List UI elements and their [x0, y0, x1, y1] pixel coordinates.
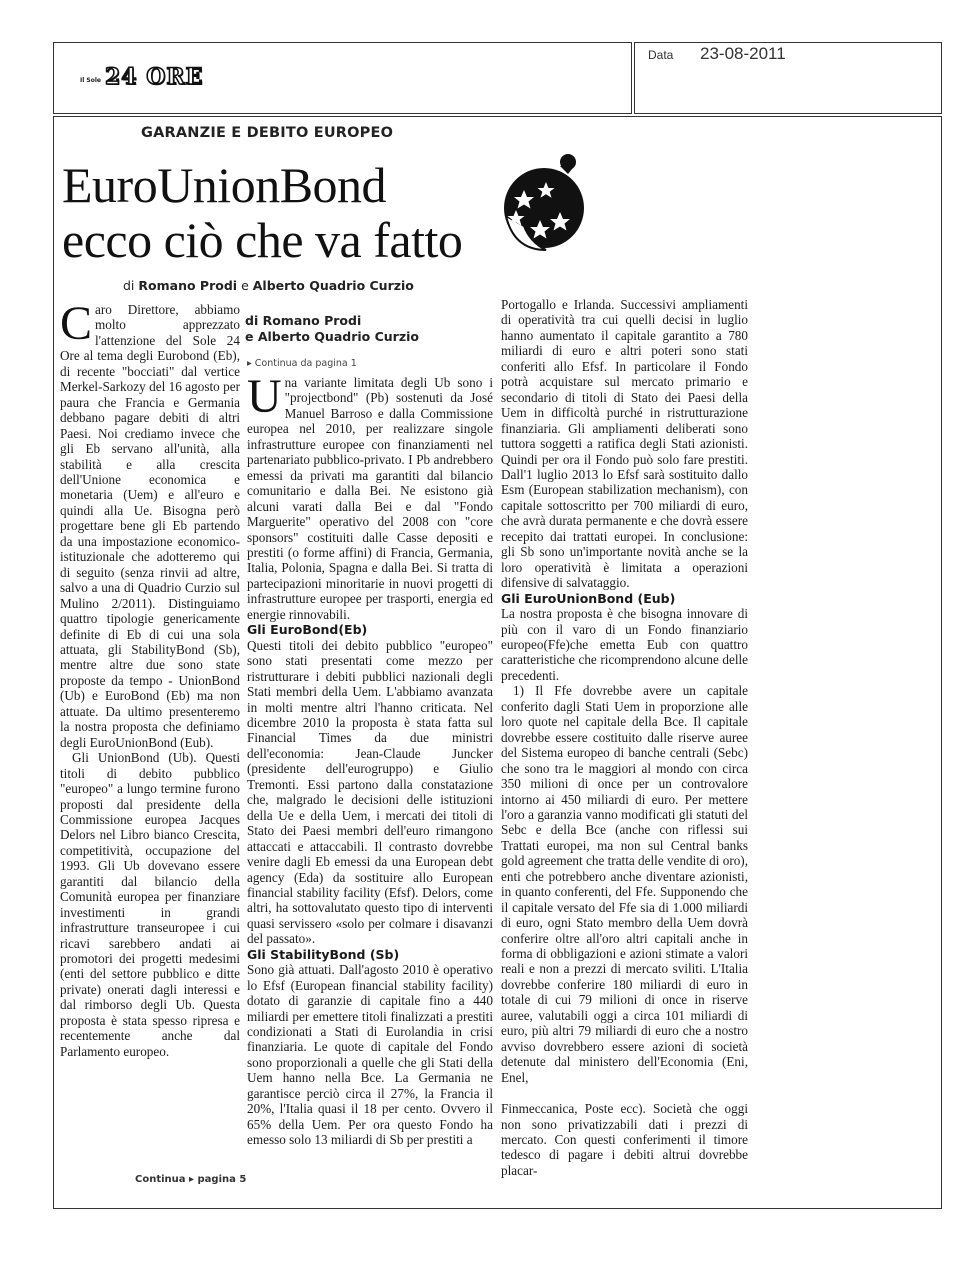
byline-and: e: [241, 278, 249, 293]
continuation-byline-line-1: di Romano Prodi: [245, 313, 362, 328]
article-headline: [62, 158, 492, 268]
drop-cap-u: U: [247, 370, 282, 423]
logo-big-text: 24 ORE: [104, 64, 204, 90]
byline-prefix: di: [123, 278, 135, 293]
column-3-paragraph-2: La nostra proposta è che bisogna innovare di più con il varo di un Fondo finanziario europeo(Ffe)che emetta Eub con quattro caratteristiche che ricomprendono alcune delle precedenti.: [501, 606, 748, 683]
subhead-eurounionbond: Gli EuroUnionBond (Eub): [501, 590, 676, 606]
article-byline: [123, 278, 414, 293]
column-3-paragraph-1: Portogallo e Irlanda. Successivi ampliamenti di operatività tra cui quelli decisi in luglio hanno aumentato il capitale garantito a 780 miliardi di euro e altri poteri sono stati conferiti allo Efsf. In particolare il Fondo potrà acquistare sul mercato primario e secondario di titoli di Stato dei Paesi della Uem in difficoltà purché in ristrutturazione finanziaria. Gli ampliamenti deliberati sono tuttora soggetti a ratifica degli Stati azionisti. Quindi per ora il Fondo può solo fare prestiti. Dall'1 luglio 2013 lo Efsf sarà sostituito dallo Esm (European stabilization mechanism), con capitale sottoscritto per 700 miliardi di euro, che avrà durata permanente e che dovrà essere recepito dai trattati europei. In conclusione: gli Sb sono un'importante novità anche se la loro operatività è limitata a operazioni difensive di salvataggio.: [501, 297, 748, 591]
headline-line-1: EuroUnionBond: [62, 157, 387, 213]
column-2-paragraph-3: Sono già attuati. Dall'agosto 2010 è operativo lo Efsf (European financial stability facility) dotato di garanzie di capitale fino a 440 miliardi per emettere titoli finalizzati a prestiti condizionati a Stati di Eurolandia in crisi finanziaria. Le quote di capitale del Fondo sono proporzionali a quelle che gli Stati della Uem hanno nella Bce. La Germania ne garantisce perciò circa il 27%, la Francia il 20%, l'Italia quasi il 18 per cento. Ovvero il 65% della Uem. Per ora questo Fondo ha emesso solo 13 miliardi di Sb per prestiti a: [247, 962, 493, 1148]
continuation-byline-line-2: e Alberto Quadrio Curzio: [245, 329, 419, 344]
column-1-paragraph-1-text: aro Direttore, abbiamo molto apprezzato l'attenzione del Sole 24 Ore al tema degli Eurobond (Eb), di recente "bocciati" dal vertice Merkel-Sarkozy del 16 agosto per paura che Francia e Germania debbano pagare debiti di altri Paesi. Noi crediamo invece che gli Eb servano all'unità, alla stabilità e alla crescita dell'Unione economica e monetaria (Uem) e all'euro e quindi alla Ue. Bisogna però progettare bene gli Eb partendo da una impostazione economico-istituzionale che adotteremo qui di seguito (senza rinvii ad altre, salvo a una di Quadrio Curzio sul Mulino 2/2011). Distinguiamo quattro tipologie genericamente definite di Eb di cui una sola attuata, gli StabilityBond (Sb), mentre altre due sono state proposte da tempo - UnionBond (Ub) e EuroBond (Eb) ma non attuate. Da ultimo presenteremo la nostra proposta che definiamo degli EuroUnionBond (Eub).: [60, 302, 240, 750]
column-1-paragraph-1: [60, 297, 240, 750]
publisher-logo: [80, 64, 203, 90]
byline-author-2: Alberto Quadrio Curzio: [252, 278, 414, 293]
article-column-2: [247, 370, 493, 1148]
article-kicker: GARANZIE E DEBITO EUROPEO: [141, 125, 394, 141]
column-3-paragraph-3: 1) Il Ffe dovrebbe avere un capitale conferito dagli Stati Uem in proporzione alle loro quote nel capitale della Bce. Il capitale dovrebbe essere costituito dalle riserve auree del Sistema europeo di banche centrali (Sebc) che sono tra le maggiori al mondo con circa 350 milioni di once per un controvalore intorno ai 450 miliardi di euro. Per mettere l'oro a garanzia vanno modificati gli statuti del Sebc e della Bce (anche con riflessi sui Trattati europei, ma non sul Central banks gold agreement che tratta delle vendite di oro), enti che potrebbero anche diventare azionisti, in quanto conferenti, del Ffe. Supponendo che il capitale versato del Ffe sia di 1.000 miliardi di euro, ogni Stato membro della Uem dovrà conferire oltre all'oro altri capitali anche in forma di obbligazioni e azioni stimate a valori reali e non a prezzi di mercato sviliti. L'Italia dovrebbe conferire 180 miliardi di euro in totale di cui 79 milioni di once in riserve auree, valutabili oggi a circa 101 miliardi di euro, più altri 79 miliardi di euro che a nostro avviso dovrebbero essere azioni di società detenute dal ministero dell'Economia (Eni, Enel,: [501, 683, 748, 1085]
drop-cap-c: C: [60, 297, 93, 350]
date-box: [634, 42, 942, 114]
article-column-1: [60, 297, 240, 1059]
continued-to-note: Continua ▸ pagina 5: [135, 1174, 247, 1185]
column-1-paragraph-2: Gli UnionBond (Ub). Questi titoli di debito pubblico "europeo" a lungo termine furono proposti dal presidente della Commissione europea Jacques Delors nel Libro bianco Crescita, competitività, occupazione del 1993. Gli Ub dovevano essere garantiti dal bilancio della Comunità europea per finanziare investimenti in grandi infrastrutture transeuropee i cui ricavi sarebbero andati ai promotori dei progetti medesimi (enti del settore pubblico e ditte private) onerati dagli interessi e dal rimborso degli Ub. Questa proposta è stata spesso ripresa e recentemente anche dal Parlamento europeo.: [60, 750, 240, 1059]
byline-author-1: Romano Prodi: [138, 278, 238, 293]
column-3-paragraph-4: Finmeccanica, Poste ecc). Società che oggi non sono privatizzabili dati i prezzi di mercato. Con questi conferimenti il timore tedesco di pagare i debiti altrui dovrebbe placar-: [501, 1101, 748, 1178]
euro-piggy-bank-icon: [494, 146, 594, 254]
logo-small-text: Il Sole: [80, 77, 101, 84]
subhead-stabilitybond: Gli StabilityBond (Sb): [247, 946, 400, 962]
column-2-paragraph-2: Questi titoli dei debito pubblico "europeo" sono stati presentati come mezzo per ristrutturare i debiti pubblici nazionali degli Stati membri della Uem. L'abbiamo avanzata in molti mentre altri l'hanno criticata. Nel dicembre 2010 la proposta è stata fatta sul Financial Times da due ministri dell'economia: Jean-Claude Juncker (presidente dell'eurogruppo) e Giulio Tremonti. Essi partono dalla constatazione che, malgrado le decisioni delle istituzioni della Ue e della Uem, i mercati dei titoli di Stato dei Paesi membri dell'euro rimangono attaccati e attaccabili. Il contrasto dovrebbe venire dagli Eb emessi da una European debt agency (Eda) da sostituire allo European financial stability facility (Efsf). Delors, come altri, ha sottovalutato questo tipo di interventi quasi servissero «solo per colmare i disavanzi del passato».: [247, 637, 493, 947]
date-label: Data: [648, 48, 674, 62]
column-2-paragraph-1-text: na variante limitata degli Ub sono i "projectbond" (Pb) sostenuti da José Manuel Barroso e dalla Commissione europea nel 2010, per realizzare singole infrastrutture europee con finanziamenti nel partenariato pubblico-privato. I Pb andrebbero emessi da privati ma garantiti dal bilancio comunitario e dalla Bei. Ne esistono già alcuni varati dalla Bei e dal "Fondo Marguerite" operativo del 2008 con "core sponsors" costituiti dalle Casse depositi e prestiti (o forme affini) di Francia, Germania, Italia, Polonia, Spagna e dalla Bei. Si tratta di partecipazioni minoritarie in nuovi progetti di infrastrutture europee per trasporti, energia ed energie rinnovabili.: [247, 375, 493, 622]
continuation-byline: [245, 313, 419, 345]
column-2-paragraph-1: [247, 370, 493, 622]
continued-from-note: ▸ Continua da pagina 1: [247, 358, 357, 369]
subhead-eurobond: Gli EuroBond(Eb): [247, 622, 368, 638]
article-column-3: [501, 297, 748, 1178]
headline-line-2: ecco ciò che va fatto: [62, 212, 463, 268]
date-value: 23-08-2011: [700, 44, 786, 63]
